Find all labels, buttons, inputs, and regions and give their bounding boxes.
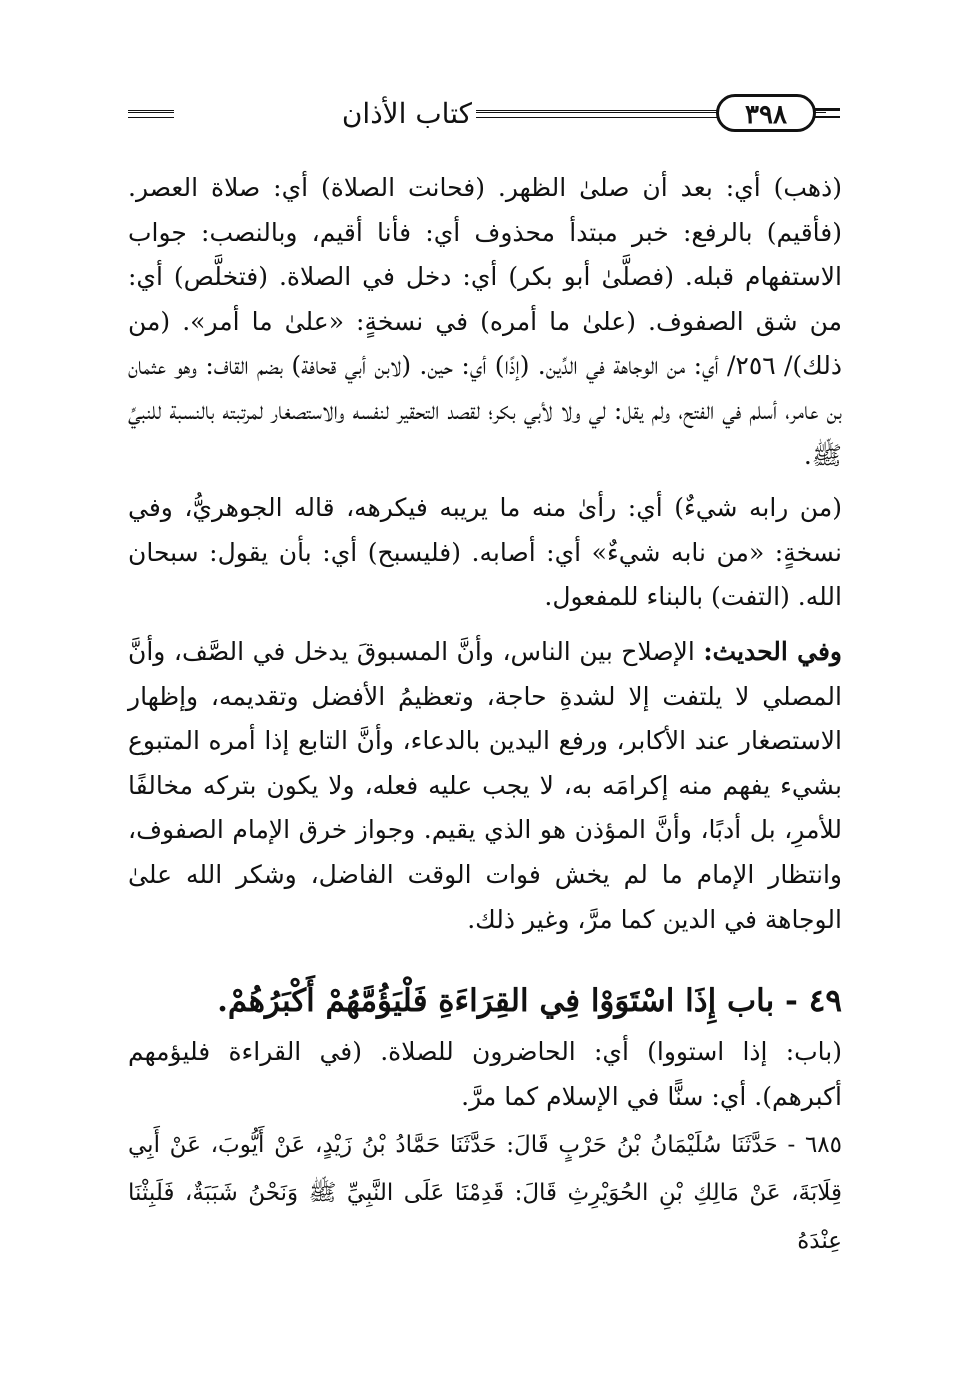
page-body bbox=[128, 166, 842, 1265]
page-number-badge: ٣٩٨ bbox=[716, 94, 816, 132]
paragraph-text: (ذهب) أي: بعد أن صلىٰ الظهر. (فحانت الصلاة) أي: صلاة العصر. (فأقيم) بالرفع: خبر مبتدأ محذوف أي: فأنا أقيم، وبالنصب: جواب الاستفهام قبله. (فصلَّىٰ أبو بكر) أي: دخل في الصلاة. (فتخلَّص) أي: من شق الصفوف. (علىٰ ما أمره) في نسخةٍ: «علىٰ ما أمر». (من ذلك)/ ٢٥٦/ أي: من الوجاهة في الدِّين. (إذًا) أي: حين. (لابن أبي قحافة) بضم القاف: وهو عثمان بن عامر، أسلم في الفتح، ولم يقل: لي ولا لأبي بكر؛ لقصد التحقير لنفسه والاستصغار لمرتبته بالنسبة للنبيِّ ﷺ. bbox=[128, 173, 842, 470]
book-title: كتاب الأذان bbox=[341, 97, 472, 130]
commentary-paragraph-1 bbox=[128, 166, 842, 478]
paragraph-lead: وفي الحديث: bbox=[703, 636, 842, 666]
commentary-paragraph-3 bbox=[128, 630, 842, 942]
running-header bbox=[128, 92, 840, 136]
paragraph-text: (من رابه شيءٌ) أي: رأىٰ منه ما يريبه فيكرهه، قاله الجوهريُّ، وفي نسخةٍ: «من نابه شيءٌ» أي: أصابه. (فليسبح) أي: بأن يقول: سبحان الله. (التفت) بالبناء للمفعول. bbox=[128, 493, 842, 612]
chapter-heading: ٤٩ - باب إِذَا اسْتَوَوْا فِي القِرَاءَةِ فَلْيَؤُمَّهُمْ أَكْبَرُهُمْ. bbox=[217, 983, 842, 1020]
commentary-paragraph-2 bbox=[128, 486, 842, 620]
chapter-commentary: (باب: إذا استووا) أي: الحاضرون للصلاة. (في القراءة فليؤمهم أكبرهم). أي: سنًّا في الإسلام كما مرَّ. bbox=[128, 1037, 842, 1111]
header-rule-left bbox=[128, 110, 174, 118]
paragraph-text: الإصلاح بين الناس، وأنَّ المسبوقَ يدخل في الصَّف، وأنَّ المصلي لا يلتفت إلا لشدةِ حاجة، وتعظيمُ الأفضل وتقديمه، وإظهار الاستصغار عند الأكابر، ورفع اليدين بالدعاء، وأنَّ التابع إذا أمره المتبوع بشيء يفهم منه إكرامَه به، لا يجب عليه فعله، ولا يكون بتركه مخالفًا للأمرِ، بل أدبًا، وأنَّ المؤذن هو الذي يقيم. وجواز خرق الإمام الصفوف، وانتظار الإمام ما لم يخش فوات الوقت الفاضل، وشكر الله علىٰ الوجاهة في الدين كما مرَّ، وغير ذلك. bbox=[128, 636, 842, 934]
hadith-text: ٦٨٥ - حَدَّثَنَا سُلَيْمَانُ بْنُ حَرْبٍ قَالَ: حَدَّثَنَا حَمَّادُ بْنُ زَيْدٍ، عَنْ أَيُّوبَ، عَنْ أَبِي قِلَابَةَ، عَنْ مَالِكِ بْنِ الحُوَيْرِثِ قَالَ: قَدِمْنَا عَلَى النَّبِيِّ ﷺ وَنَحْنُ شَبَبَةٌ، فَلَبِثْنَا عِنْدَهُ bbox=[128, 1132, 842, 1255]
page-badge-ornament bbox=[814, 108, 840, 118]
